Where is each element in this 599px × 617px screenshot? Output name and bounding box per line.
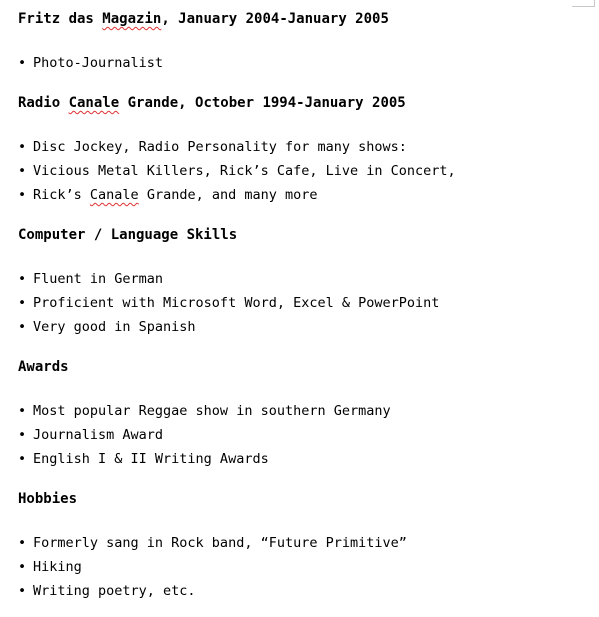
list-item: • Photo-Journalist: [18, 51, 588, 75]
misspelled-word: Magazin: [102, 11, 162, 27]
section-heading-skills: Computer / Language Skills: [18, 227, 238, 243]
list-item: • Formerly sang in Rock band, “Future Primitive”: [18, 531, 588, 555]
section-heading-hobbies: Hobbies: [18, 491, 78, 507]
heading-text-part: Fritz das: [18, 11, 103, 27]
misspelled-word: Canale: [89, 187, 139, 203]
bullet-list: [18, 267, 588, 339]
misspelled-word: Canale: [68, 95, 120, 111]
heading-text-part: Radio: [18, 95, 69, 111]
section-heading-fritz-das-magazin: [18, 9, 588, 29]
bullet-list: [18, 399, 588, 471]
list-item: • Disc Jockey, Radio Personality for many shows:: [18, 135, 588, 159]
list-item: [18, 183, 588, 207]
list-item: • Most popular Reggae show in southern Germany: [18, 399, 588, 423]
heading-text-part: , January 2004-January 2005: [161, 11, 389, 27]
item-text-part: Grande, and many more: [138, 187, 318, 203]
list-item: • Fluent in German: [18, 267, 588, 291]
list-item: • Journalism Award: [18, 423, 588, 447]
bullet-list: [18, 135, 588, 207]
section-heading-radio-canale-grande: [18, 93, 588, 113]
list-item: • English I & II Writing Awards: [18, 447, 588, 471]
list-item: • Vicious Metal Killers, Rick’s Cafe, Live in Concert,: [18, 159, 588, 183]
bullet-list: [18, 531, 588, 603]
list-item: • Proficient with Microsoft Word, Excel & PowerPoint: [18, 291, 588, 315]
list-item: • Writing poetry, etc.: [18, 579, 588, 603]
item-text-part: Rick’s: [33, 187, 90, 203]
page-margin-marker: [572, 0, 595, 7]
list-item: • Hiking: [18, 555, 588, 579]
heading-text-part: Grande, October 1994-January 2005: [119, 95, 406, 111]
list-item: • Very good in Spanish: [18, 315, 588, 339]
bullet-list: [18, 51, 588, 75]
section-heading-awards: Awards: [18, 359, 69, 375]
resume-body[interactable]: [18, 9, 588, 603]
